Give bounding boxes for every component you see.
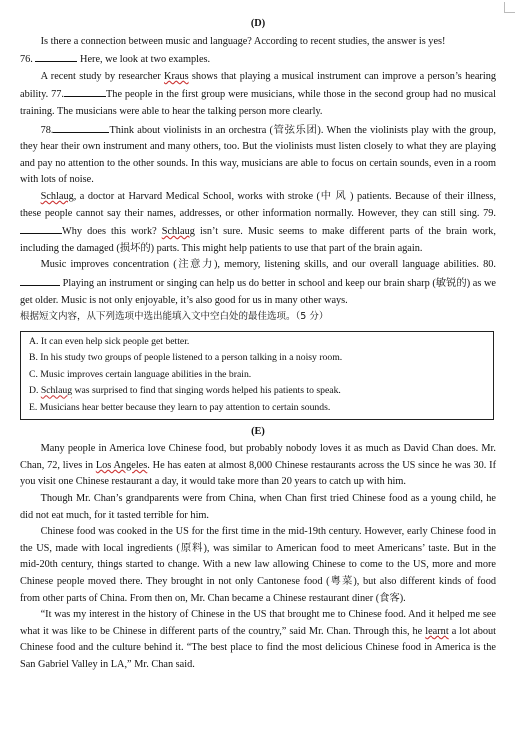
option-a[interactable]: A. It can even help sick people get better.: [29, 335, 190, 347]
question-number-76: 76.: [20, 54, 33, 66]
question-number-78: 78.: [40, 124, 54, 136]
options-box: [20, 331, 494, 420]
blank-76[interactable]: [35, 50, 77, 62]
document-page: [20, 16, 496, 674]
blank-79[interactable]: [20, 222, 62, 234]
text-run: Music improves concentration (注意力), memory, listening skills, and our overall language abilities. 80.: [40, 259, 496, 271]
section-d-intro: Is there a connection between music and language? According to recent studies, the answer is yes!: [40, 35, 446, 47]
text-run: was surprised to find that singing words helped his patients to speak.: [72, 385, 341, 397]
text-run: Think about violinists in an orchestra (管弦乐团). When the violinists play with the group, they hear their own instrument and many others, too. But the violinists must listen closely to what they are playing and pay no attention to the other sounds. In this way, musicians are able to focus on certain sounds, even in a room with lots of noise.: [20, 124, 496, 186]
text-run: Many people in America love Chinese food, but probably nobody loves it as much as David Chan does. Mr. Chan, 72, lives in: [20, 443, 496, 471]
text-run: The people in the first group were musicians, while those in the second group had no musical training. The musicians were able to hear the talking person more clearly.: [20, 89, 496, 117]
text-run: isn’t sure. Music seems to make different parts of the brain work, including the damaged (损坏的) parts. This might help patients to use that part of the brain again.: [20, 226, 497, 254]
option-b[interactable]: B. In his study two groups of people listened to a person talking in a noisy room.: [29, 352, 343, 364]
text-run: . He has eaten at almost 8,000 Chinese restaurants across the US since he was 30. If you visit one Chinese restaurant a day, it would take more than 20 years to catch up with him.: [20, 459, 496, 488]
paragraph-interest: [20, 607, 496, 673]
text-run: A recent study by researcher: [40, 70, 165, 82]
option-d[interactable]: [29, 383, 485, 400]
paragraph-76-text: Here, we look at two examples.: [80, 54, 211, 66]
instruction-text: 根据短文内容，从下列选项中选出能填入文中空白处的最佳选项。（5 分）: [20, 311, 329, 323]
text-run: shows that playing a musical instrument can improve a person’s hearing ability. 77.: [20, 70, 496, 101]
paragraph-78: [20, 121, 496, 189]
name-schlaug: Schlaug: [161, 226, 195, 238]
city-los-angeles: Los Angeles: [95, 459, 148, 471]
option-e[interactable]: E. Musicians hear better because they learn to pay attention to certain sounds.: [29, 402, 331, 414]
blank-80[interactable]: [20, 274, 60, 286]
text-run: , a doctor at Harvard Medical School, works with stroke (中 风 ) patients. Because of their illness, these people cannot say their names, addresses, or other information normally. However, they can still sing. 79.: [20, 190, 496, 219]
page-corner-mark: [504, 2, 515, 13]
paragraph-history: Chinese food was cooked in the US for the first time in the mid-19th century. However, early Chinese food in the US, made with local ingredients (原料), was similar to American food to meet Americans’ taste. But in the mid-20th century, things started to change. With a new law allowing Chinese to come to the US, more and more Chinese people moved there. They brought in not only Cantonese food (粤菜), but also different kinds of food from other parts of China. From then on, Mr. Chan became a Chinese restaurant diner (食客).: [20, 526, 496, 604]
text-run: Why does this work?: [62, 226, 162, 238]
paragraph-schlaug: [20, 189, 496, 257]
paragraph-76: [20, 50, 496, 69]
section-e-title: (E): [251, 425, 265, 437]
paragraph-80: [20, 257, 496, 309]
blank-78[interactable]: [53, 121, 109, 133]
paragraph-david-chan: [20, 441, 496, 491]
blank-77[interactable]: [64, 85, 106, 97]
name-kraus: Kraus: [164, 70, 189, 82]
section-d-title: (D): [250, 18, 266, 29]
text-run: “It was my interest in the history of Chinese in the US that brought me to Chinese food. And it helped me see what it was like to be Chinese in different parts of the country,” said Mr. Chan. Through this, he: [20, 609, 496, 637]
paragraph-grandparents: Though Mr. Chan’s grandparents were from China, when Chan first tried Chinese food as a young child, he did not eat much, for it tasted terrible for him.: [20, 493, 496, 521]
name-schlaug: Schlaug: [40, 190, 74, 202]
paragraph-kraus: [20, 69, 496, 121]
text-run: a lot about Chinese food and the culture behind it. “The best place to find the most delicious Chinese food in America is the San Gabriel Valley in LA,” Mr. Chan said.: [20, 625, 496, 670]
text-run: Playing an instrument or singing can help us do better in school and keep our brain sharp (敏锐的) as we get older. Music is not only enjoyable, it’s also good for us in many other ways.: [20, 277, 496, 306]
name-schlaug: Schlaug: [40, 385, 73, 397]
text-run: D.: [29, 385, 41, 397]
word-learnt: learnt: [425, 625, 449, 637]
option-c[interactable]: C. Music improves certain language abilities in the brain.: [29, 368, 252, 380]
